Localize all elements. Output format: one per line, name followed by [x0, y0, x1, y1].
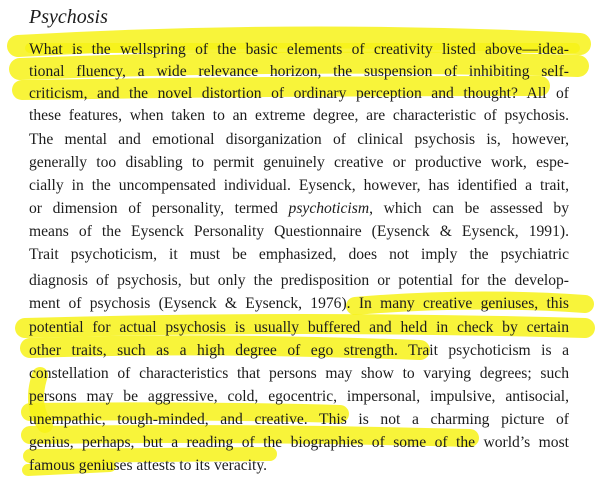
text-line: Trait psychoticism, it must be emphasized, does not imply the psychiatric: [29, 246, 569, 263]
text-line: famous geniuses attests to its veracity.: [29, 457, 268, 474]
text-line: generally too disabling to permit genuinely creative or productive work, espe-: [29, 154, 569, 171]
text-line: potential for actual psychosis is usually buffered and held in check by certain: [29, 319, 569, 336]
text-line: or dimension of personality, termed psychoticism, which can be assessed by: [29, 200, 569, 217]
text-line: tional fluency, a wide relevance horizon, the suspension of inhibiting self-: [29, 63, 569, 80]
text-line: constellation of characteristics that persons may show to varying degrees; such: [29, 365, 569, 382]
text-line: these features, when taken to an extreme degree, are characteristic of psychosis.: [29, 107, 569, 124]
text-line: persons may be aggressive, cold, egocentric, impersonal, impulsive, antisocial,: [29, 388, 569, 405]
text-line: cially in the uncompensated individual. Eysenck, however, has identified a trait,: [29, 177, 569, 194]
text-line: other traits, such as a high degree of ego strength. Trait psychoticism is a: [29, 342, 569, 359]
text-line: criticism, and the novel distortion of ordinary perception and thought? All of: [29, 85, 569, 102]
text-line: means of the Eysenck Personality Questionnaire (Eysenck & Eysenck, 1991).: [29, 223, 569, 240]
italic-term: psychoticism: [288, 200, 370, 217]
text-line: diagnosis of psychosis, but only the predisposition or potential for the develop-: [29, 272, 569, 289]
text-line: unempathic, tough-minded, and creative. This is not a charming picture of: [29, 411, 569, 428]
text-line: genius, perhaps, but a reading of the biographies of some of the world’s most: [29, 434, 569, 451]
section-heading: Psychosis: [29, 6, 108, 28]
text-line: What is the wellspring of the basic elements of creativity listed above—idea-: [29, 41, 569, 58]
text-line: ment of psychosis (Eysenck & Eysenck, 1976). In many creative geniuses, this: [29, 295, 569, 312]
text-line: The mental and emotional disorganization of clinical psychosis is, however,: [29, 131, 569, 148]
